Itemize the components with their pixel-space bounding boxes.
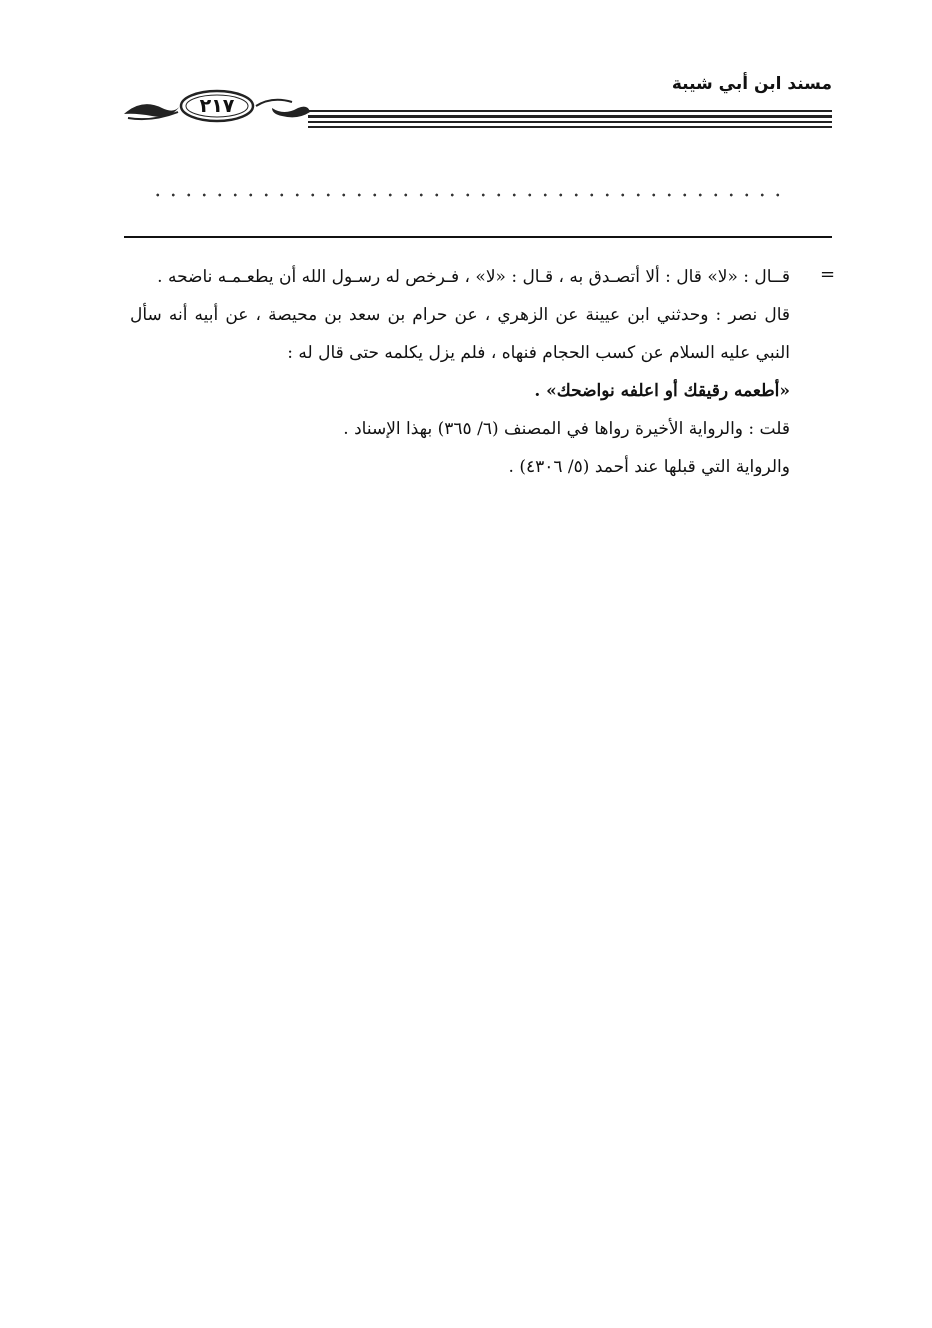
- header-rules: [308, 110, 832, 131]
- page-number: ٢١٧: [199, 95, 235, 117]
- text-line: والرواية التي قبلها عند أحمد (٥/ ٤٣٠٦) .: [508, 457, 790, 477]
- footnote-separator-line: [124, 236, 832, 238]
- text-line: قال نصر : وحدثني ابن عيينة عن الزهري ، عن حرام بن سعد بن محيصة ، عن أبيه أنه سأل النبي عليه السلام عن كسب الحجام فنهاه ، فلم يزل يكلمه حتى قال له :: [130, 305, 790, 363]
- text-line: قلت : والرواية الأخيرة رواها في المصنف (٦/ ٣٦٥) بهذا الإسناد .: [343, 419, 790, 439]
- page-number-ornament: [122, 86, 312, 130]
- text-line: «أطعمه رقيقك أو اعلفه نواضحك» .: [534, 381, 790, 401]
- footnote-text: [130, 258, 790, 486]
- dotted-separator: [150, 190, 790, 200]
- continuation-mark: =: [820, 264, 836, 285]
- text-line: قــال : «لا» قال : ألا أتصـدق به ، قـال : «لا» ، فـرخص له رسـول الله أن يطعـمـه ناضحه .: [157, 267, 790, 287]
- book-title: مسند ابن أبي شيبة: [671, 74, 832, 94]
